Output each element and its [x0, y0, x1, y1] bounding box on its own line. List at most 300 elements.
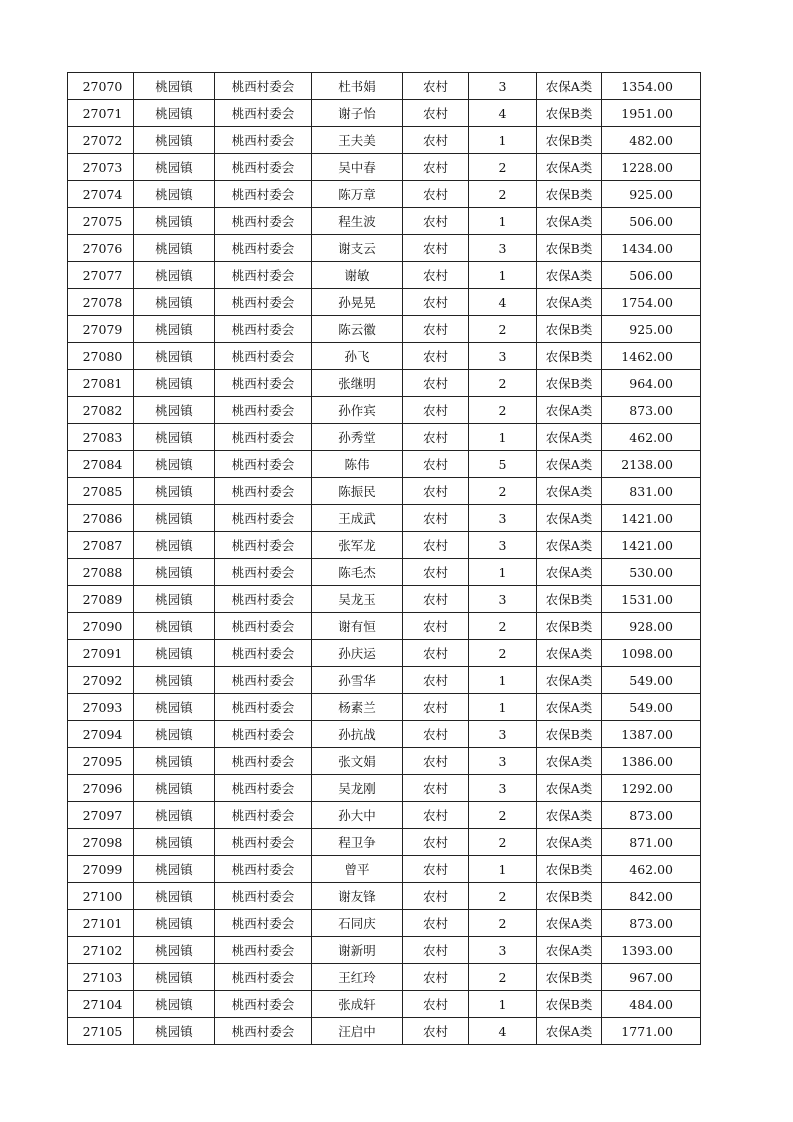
area-type-cell: 农村 — [403, 775, 469, 802]
record-id-cell: 27085 — [68, 478, 134, 505]
record-id-cell: 27092 — [68, 667, 134, 694]
area-type-cell: 农村 — [403, 235, 469, 262]
household-count-cell: 3 — [469, 532, 537, 559]
table-row — [68, 289, 701, 316]
village-committee-cell: 桃西村委会 — [215, 424, 312, 451]
person-name-cell: 曾平 — [312, 856, 403, 883]
table-row — [68, 316, 701, 343]
person-name-cell: 王红玲 — [312, 964, 403, 991]
table-row — [68, 802, 701, 829]
person-name-cell: 程生波 — [312, 208, 403, 235]
household-count-cell: 4 — [469, 100, 537, 127]
town-cell: 桃园镇 — [134, 559, 215, 586]
village-committee-cell: 桃西村委会 — [215, 235, 312, 262]
record-id-cell: 27072 — [68, 127, 134, 154]
town-cell: 桃园镇 — [134, 208, 215, 235]
area-type-cell: 农村 — [403, 181, 469, 208]
village-committee-cell: 桃西村委会 — [215, 586, 312, 613]
area-type-cell: 农村 — [403, 667, 469, 694]
household-count-cell: 4 — [469, 1018, 537, 1045]
household-count-cell: 2 — [469, 964, 537, 991]
table-body — [68, 73, 701, 1045]
village-committee-cell: 桃西村委会 — [215, 478, 312, 505]
insurance-category-cell: 农保B类 — [537, 235, 602, 262]
town-cell: 桃园镇 — [134, 370, 215, 397]
insurance-category-cell: 农保B类 — [537, 991, 602, 1018]
insurance-category-cell: 农保A类 — [537, 937, 602, 964]
record-id-cell: 27096 — [68, 775, 134, 802]
household-count-cell: 3 — [469, 748, 537, 775]
village-committee-cell: 桃西村委会 — [215, 748, 312, 775]
table-row — [68, 748, 701, 775]
household-count-cell: 3 — [469, 505, 537, 532]
town-cell: 桃园镇 — [134, 991, 215, 1018]
household-count-cell: 1 — [469, 127, 537, 154]
amount-cell: 873.00 — [602, 397, 701, 424]
village-committee-cell: 桃西村委会 — [215, 343, 312, 370]
village-committee-cell: 桃西村委会 — [215, 370, 312, 397]
amount-cell: 1531.00 — [602, 586, 701, 613]
village-committee-cell: 桃西村委会 — [215, 910, 312, 937]
village-committee-cell: 桃西村委会 — [215, 127, 312, 154]
household-count-cell: 1 — [469, 991, 537, 1018]
person-name-cell: 吴龙刚 — [312, 775, 403, 802]
person-name-cell: 孙作宾 — [312, 397, 403, 424]
amount-cell: 1292.00 — [602, 775, 701, 802]
amount-cell: 873.00 — [602, 802, 701, 829]
area-type-cell: 农村 — [403, 802, 469, 829]
amount-cell: 462.00 — [602, 856, 701, 883]
town-cell: 桃园镇 — [134, 316, 215, 343]
town-cell: 桃园镇 — [134, 478, 215, 505]
record-id-cell: 27098 — [68, 829, 134, 856]
town-cell: 桃园镇 — [134, 586, 215, 613]
town-cell: 桃园镇 — [134, 640, 215, 667]
table-row — [68, 451, 701, 478]
area-type-cell: 农村 — [403, 721, 469, 748]
household-count-cell: 2 — [469, 397, 537, 424]
village-committee-cell: 桃西村委会 — [215, 991, 312, 1018]
village-committee-cell: 桃西村委会 — [215, 640, 312, 667]
insurance-category-cell: 农保A类 — [537, 829, 602, 856]
person-name-cell: 谢新明 — [312, 937, 403, 964]
table-row — [68, 613, 701, 640]
amount-cell: 967.00 — [602, 964, 701, 991]
amount-cell: 842.00 — [602, 883, 701, 910]
person-name-cell: 汪启中 — [312, 1018, 403, 1045]
household-count-cell: 2 — [469, 370, 537, 397]
record-id-cell: 27094 — [68, 721, 134, 748]
table-row — [68, 586, 701, 613]
record-id-cell: 27081 — [68, 370, 134, 397]
household-count-cell: 3 — [469, 343, 537, 370]
household-count-cell: 4 — [469, 289, 537, 316]
table-row — [68, 154, 701, 181]
amount-cell: 1098.00 — [602, 640, 701, 667]
town-cell: 桃园镇 — [134, 289, 215, 316]
insurance-category-cell: 农保B类 — [537, 721, 602, 748]
record-id-cell: 27074 — [68, 181, 134, 208]
area-type-cell: 农村 — [403, 964, 469, 991]
town-cell: 桃园镇 — [134, 532, 215, 559]
person-name-cell: 孙秀堂 — [312, 424, 403, 451]
person-name-cell: 孙晃晃 — [312, 289, 403, 316]
insurance-category-cell: 农保B类 — [537, 127, 602, 154]
person-name-cell: 王成武 — [312, 505, 403, 532]
table-row — [68, 505, 701, 532]
amount-cell: 1393.00 — [602, 937, 701, 964]
household-count-cell: 2 — [469, 802, 537, 829]
amount-cell: 506.00 — [602, 262, 701, 289]
household-count-cell: 3 — [469, 73, 537, 100]
area-type-cell: 农村 — [403, 424, 469, 451]
village-committee-cell: 桃西村委会 — [215, 451, 312, 478]
record-id-cell: 27095 — [68, 748, 134, 775]
insurance-category-cell: 农保A类 — [537, 505, 602, 532]
table-row — [68, 424, 701, 451]
amount-cell: 530.00 — [602, 559, 701, 586]
record-id-cell: 27073 — [68, 154, 134, 181]
amount-cell: 549.00 — [602, 694, 701, 721]
record-id-cell: 27075 — [68, 208, 134, 235]
insurance-category-cell: 农保A类 — [537, 1018, 602, 1045]
amount-cell: 1354.00 — [602, 73, 701, 100]
insurance-category-cell: 农保A类 — [537, 802, 602, 829]
household-count-cell: 2 — [469, 910, 537, 937]
household-count-cell: 1 — [469, 559, 537, 586]
town-cell: 桃园镇 — [134, 775, 215, 802]
area-type-cell: 农村 — [403, 208, 469, 235]
area-type-cell: 农村 — [403, 451, 469, 478]
table-row — [68, 991, 701, 1018]
household-count-cell: 1 — [469, 694, 537, 721]
household-count-cell: 1 — [469, 856, 537, 883]
record-id-cell: 27100 — [68, 883, 134, 910]
town-cell: 桃园镇 — [134, 829, 215, 856]
amount-cell: 873.00 — [602, 910, 701, 937]
record-id-cell: 27087 — [68, 532, 134, 559]
amount-cell: 2138.00 — [602, 451, 701, 478]
area-type-cell: 农村 — [403, 559, 469, 586]
household-count-cell: 3 — [469, 775, 537, 802]
town-cell: 桃园镇 — [134, 613, 215, 640]
area-type-cell: 农村 — [403, 991, 469, 1018]
household-count-cell: 2 — [469, 181, 537, 208]
record-id-cell: 27091 — [68, 640, 134, 667]
record-id-cell: 27086 — [68, 505, 134, 532]
table-row — [68, 343, 701, 370]
household-count-cell: 1 — [469, 262, 537, 289]
area-type-cell: 农村 — [403, 613, 469, 640]
table-row — [68, 883, 701, 910]
town-cell: 桃园镇 — [134, 262, 215, 289]
village-committee-cell: 桃西村委会 — [215, 505, 312, 532]
household-count-cell: 1 — [469, 208, 537, 235]
amount-cell: 1421.00 — [602, 532, 701, 559]
amount-cell: 1421.00 — [602, 505, 701, 532]
person-name-cell: 孙大中 — [312, 802, 403, 829]
amount-cell: 482.00 — [602, 127, 701, 154]
record-id-cell: 27071 — [68, 100, 134, 127]
area-type-cell: 农村 — [403, 289, 469, 316]
table-row — [68, 127, 701, 154]
person-name-cell: 杜书娟 — [312, 73, 403, 100]
table-row — [68, 829, 701, 856]
village-committee-cell: 桃西村委会 — [215, 802, 312, 829]
insurance-category-cell: 农保B类 — [537, 343, 602, 370]
amount-cell: 1434.00 — [602, 235, 701, 262]
amount-cell: 925.00 — [602, 181, 701, 208]
table-row — [68, 181, 701, 208]
village-committee-cell: 桃西村委会 — [215, 289, 312, 316]
person-name-cell: 孙雪华 — [312, 667, 403, 694]
insurance-category-cell: 农保A类 — [537, 478, 602, 505]
insurance-category-cell: 农保A类 — [537, 532, 602, 559]
person-name-cell: 王夫美 — [312, 127, 403, 154]
table-row — [68, 235, 701, 262]
record-id-cell: 27078 — [68, 289, 134, 316]
person-name-cell: 谢支云 — [312, 235, 403, 262]
area-type-cell: 农村 — [403, 505, 469, 532]
area-type-cell: 农村 — [403, 343, 469, 370]
insurance-category-cell: 农保B类 — [537, 100, 602, 127]
record-id-cell: 27102 — [68, 937, 134, 964]
village-committee-cell: 桃西村委会 — [215, 964, 312, 991]
person-name-cell: 孙飞 — [312, 343, 403, 370]
household-count-cell: 1 — [469, 424, 537, 451]
area-type-cell: 农村 — [403, 1018, 469, 1045]
town-cell: 桃园镇 — [134, 397, 215, 424]
town-cell: 桃园镇 — [134, 883, 215, 910]
household-count-cell: 2 — [469, 316, 537, 343]
area-type-cell: 农村 — [403, 748, 469, 775]
village-committee-cell: 桃西村委会 — [215, 829, 312, 856]
town-cell: 桃园镇 — [134, 937, 215, 964]
town-cell: 桃园镇 — [134, 748, 215, 775]
person-name-cell: 张成轩 — [312, 991, 403, 1018]
town-cell: 桃园镇 — [134, 343, 215, 370]
village-committee-cell: 桃西村委会 — [215, 883, 312, 910]
record-id-cell: 27088 — [68, 559, 134, 586]
person-name-cell: 谢敏 — [312, 262, 403, 289]
area-type-cell: 农村 — [403, 100, 469, 127]
amount-cell: 506.00 — [602, 208, 701, 235]
household-count-cell: 3 — [469, 937, 537, 964]
person-name-cell: 孙庆运 — [312, 640, 403, 667]
record-id-cell: 27089 — [68, 586, 134, 613]
record-id-cell: 27099 — [68, 856, 134, 883]
person-name-cell: 杨素兰 — [312, 694, 403, 721]
record-id-cell: 27090 — [68, 613, 134, 640]
amount-cell: 1462.00 — [602, 343, 701, 370]
insurance-category-cell: 农保A类 — [537, 289, 602, 316]
insurance-category-cell: 农保B类 — [537, 316, 602, 343]
table-row — [68, 397, 701, 424]
person-name-cell: 谢友锋 — [312, 883, 403, 910]
table-row — [68, 667, 701, 694]
person-name-cell: 谢子怡 — [312, 100, 403, 127]
record-id-cell: 27093 — [68, 694, 134, 721]
town-cell: 桃园镇 — [134, 235, 215, 262]
insurance-category-cell: 农保A类 — [537, 775, 602, 802]
village-committee-cell: 桃西村委会 — [215, 667, 312, 694]
area-type-cell: 农村 — [403, 640, 469, 667]
insurance-category-cell: 农保A类 — [537, 397, 602, 424]
area-type-cell: 农村 — [403, 154, 469, 181]
town-cell: 桃园镇 — [134, 424, 215, 451]
town-cell: 桃园镇 — [134, 100, 215, 127]
village-committee-cell: 桃西村委会 — [215, 262, 312, 289]
amount-cell: 871.00 — [602, 829, 701, 856]
table-row — [68, 775, 701, 802]
person-name-cell: 陈毛杰 — [312, 559, 403, 586]
household-count-cell: 3 — [469, 235, 537, 262]
table-row — [68, 73, 701, 100]
town-cell: 桃园镇 — [134, 181, 215, 208]
record-id-cell: 27084 — [68, 451, 134, 478]
area-type-cell: 农村 — [403, 694, 469, 721]
insurance-category-cell: 农保A类 — [537, 154, 602, 181]
record-id-cell: 27076 — [68, 235, 134, 262]
area-type-cell: 农村 — [403, 856, 469, 883]
record-id-cell: 27080 — [68, 343, 134, 370]
household-count-cell: 2 — [469, 478, 537, 505]
village-committee-cell: 桃西村委会 — [215, 208, 312, 235]
amount-cell: 831.00 — [602, 478, 701, 505]
town-cell: 桃园镇 — [134, 856, 215, 883]
insurance-category-cell: 农保B类 — [537, 181, 602, 208]
area-type-cell: 农村 — [403, 262, 469, 289]
insurance-category-cell: 农保B类 — [537, 883, 602, 910]
town-cell: 桃园镇 — [134, 667, 215, 694]
insurance-category-cell: 农保B类 — [537, 856, 602, 883]
insurance-category-cell: 农保A类 — [537, 451, 602, 478]
amount-cell: 1386.00 — [602, 748, 701, 775]
insurance-category-cell: 农保B类 — [537, 613, 602, 640]
town-cell: 桃园镇 — [134, 73, 215, 100]
area-type-cell: 农村 — [403, 397, 469, 424]
person-name-cell: 吴龙玉 — [312, 586, 403, 613]
village-committee-cell: 桃西村委会 — [215, 397, 312, 424]
table-row — [68, 1018, 701, 1045]
record-id-cell: 27083 — [68, 424, 134, 451]
person-name-cell: 张文娟 — [312, 748, 403, 775]
person-name-cell: 张继明 — [312, 370, 403, 397]
person-name-cell: 吴中春 — [312, 154, 403, 181]
village-committee-cell: 桃西村委会 — [215, 1018, 312, 1045]
person-name-cell: 张军龙 — [312, 532, 403, 559]
town-cell: 桃园镇 — [134, 451, 215, 478]
person-name-cell: 陈万章 — [312, 181, 403, 208]
village-committee-cell: 桃西村委会 — [215, 937, 312, 964]
record-id-cell: 27082 — [68, 397, 134, 424]
town-cell: 桃园镇 — [134, 505, 215, 532]
table-row — [68, 559, 701, 586]
town-cell: 桃园镇 — [134, 694, 215, 721]
town-cell: 桃园镇 — [134, 127, 215, 154]
record-id-cell: 27079 — [68, 316, 134, 343]
area-type-cell: 农村 — [403, 937, 469, 964]
person-name-cell: 陈伟 — [312, 451, 403, 478]
household-count-cell: 2 — [469, 829, 537, 856]
household-count-cell: 5 — [469, 451, 537, 478]
area-type-cell: 农村 — [403, 478, 469, 505]
insurance-category-cell: 农保A类 — [537, 694, 602, 721]
area-type-cell: 农村 — [403, 370, 469, 397]
table-row — [68, 964, 701, 991]
amount-cell: 964.00 — [602, 370, 701, 397]
area-type-cell: 农村 — [403, 316, 469, 343]
table-row — [68, 937, 701, 964]
town-cell: 桃园镇 — [134, 721, 215, 748]
town-cell: 桃园镇 — [134, 154, 215, 181]
amount-cell: 1951.00 — [602, 100, 701, 127]
person-name-cell: 陈云徽 — [312, 316, 403, 343]
person-name-cell: 谢有恒 — [312, 613, 403, 640]
table-row — [68, 694, 701, 721]
village-committee-cell: 桃西村委会 — [215, 73, 312, 100]
insurance-category-cell: 农保B类 — [537, 370, 602, 397]
insurance-category-cell: 农保A类 — [537, 640, 602, 667]
insurance-category-cell: 农保A类 — [537, 262, 602, 289]
household-count-cell: 2 — [469, 640, 537, 667]
records-table — [67, 72, 701, 1045]
amount-cell: 925.00 — [602, 316, 701, 343]
table-row — [68, 100, 701, 127]
town-cell: 桃园镇 — [134, 910, 215, 937]
amount-cell: 1387.00 — [602, 721, 701, 748]
village-committee-cell: 桃西村委会 — [215, 100, 312, 127]
area-type-cell: 农村 — [403, 829, 469, 856]
person-name-cell: 陈振民 — [312, 478, 403, 505]
town-cell: 桃园镇 — [134, 964, 215, 991]
amount-cell: 484.00 — [602, 991, 701, 1018]
table-row — [68, 640, 701, 667]
village-committee-cell: 桃西村委会 — [215, 856, 312, 883]
household-count-cell: 3 — [469, 586, 537, 613]
town-cell: 桃园镇 — [134, 1018, 215, 1045]
amount-cell: 1228.00 — [602, 154, 701, 181]
table-row — [68, 532, 701, 559]
record-id-cell: 27103 — [68, 964, 134, 991]
person-name-cell: 程卫争 — [312, 829, 403, 856]
household-count-cell: 2 — [469, 883, 537, 910]
table-row — [68, 478, 701, 505]
village-committee-cell: 桃西村委会 — [215, 559, 312, 586]
amount-cell: 1771.00 — [602, 1018, 701, 1045]
area-type-cell: 农村 — [403, 73, 469, 100]
household-count-cell: 2 — [469, 613, 537, 640]
area-type-cell: 农村 — [403, 586, 469, 613]
table-row — [68, 370, 701, 397]
area-type-cell: 农村 — [403, 883, 469, 910]
table-row — [68, 721, 701, 748]
table-row — [68, 208, 701, 235]
village-committee-cell: 桃西村委会 — [215, 316, 312, 343]
amount-cell: 462.00 — [602, 424, 701, 451]
table-row — [68, 262, 701, 289]
amount-cell: 549.00 — [602, 667, 701, 694]
town-cell: 桃园镇 — [134, 802, 215, 829]
amount-cell: 928.00 — [602, 613, 701, 640]
record-id-cell: 27104 — [68, 991, 134, 1018]
record-id-cell: 27070 — [68, 73, 134, 100]
table-row — [68, 910, 701, 937]
insurance-category-cell: 农保A类 — [537, 748, 602, 775]
record-id-cell: 27105 — [68, 1018, 134, 1045]
area-type-cell: 农村 — [403, 910, 469, 937]
village-committee-cell: 桃西村委会 — [215, 721, 312, 748]
